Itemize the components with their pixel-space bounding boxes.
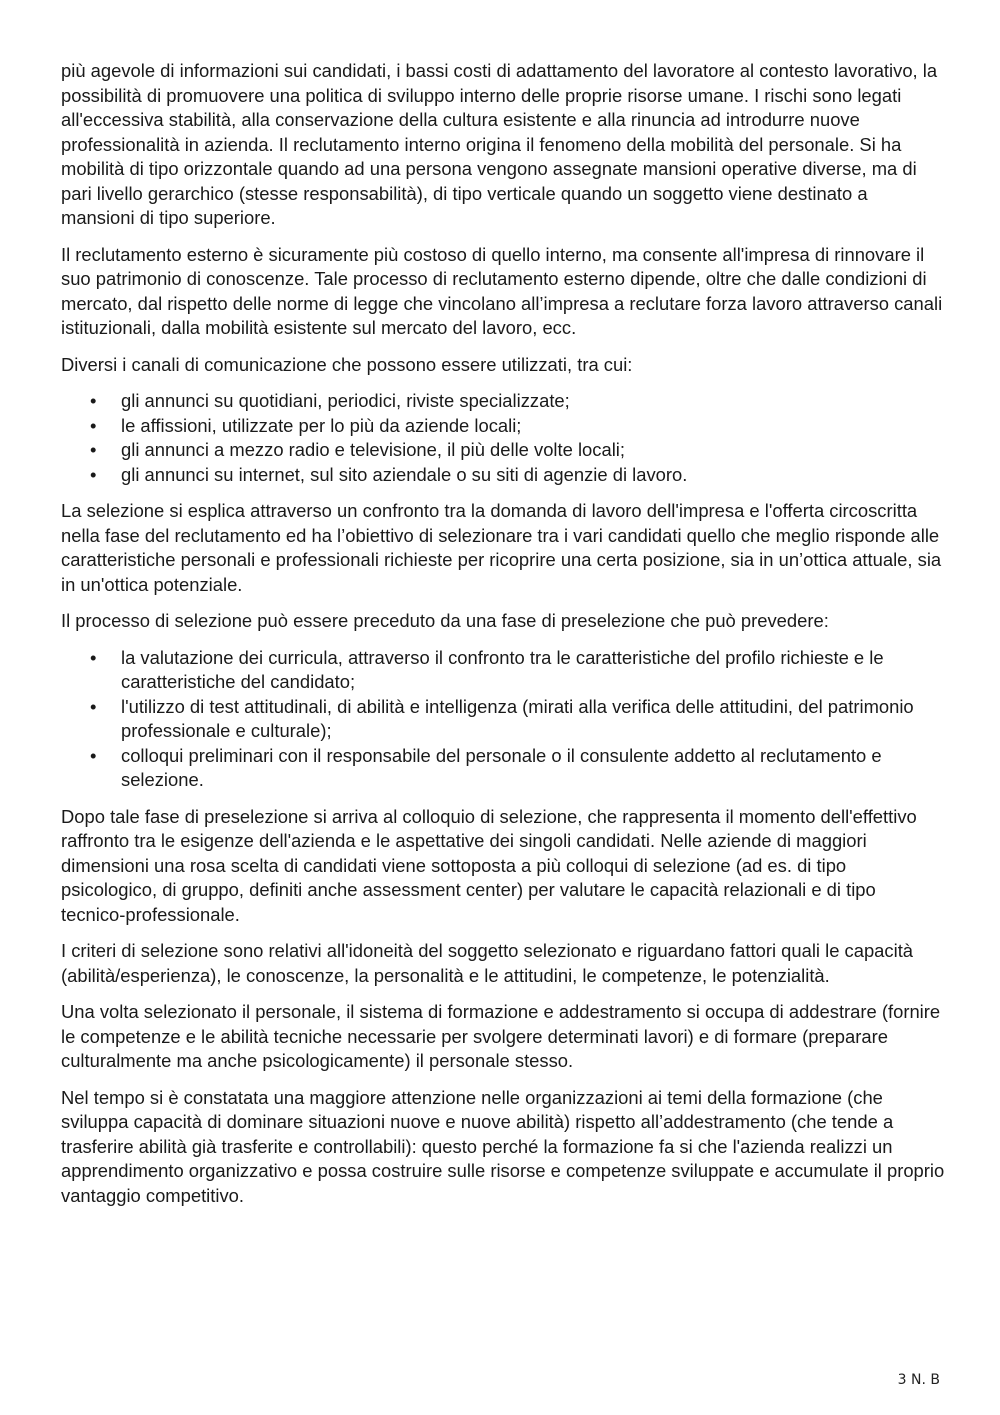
- paragraph: Nel tempo si è constatata una maggiore attenzione nelle organizzazioni ai temi della formazione (che sviluppa capacità di dominare situazioni nuove e nuove abilità) rispetto all’addestramento (che tende a trasferire abilità già trasferite e controllabili): questo perché la formazione fa si che l'azienda realizzi un apprendimento organizzativo e possa costruire sulle risorse e competenze sviluppate e accumulate il proprio vantaggio competitivo.: [61, 1086, 945, 1206]
- paragraph: I criteri di selezione sono relativi all'idoneità del soggetto selezionato e riguardano fattori quali le capacità (abilità/esperienza), le conoscenze, la personalità e le attitudini, le competenze, le potenzialità.: [61, 940, 914, 986]
- list-item: • gli annunci su quotidiani, periodici, riviste specializzate;: [61, 389, 945, 414]
- paragraph: Una volta selezionato il personale, il sistema di formazione e addestramento si occupa di addestrare (fornire le competenze e le abilità tecniche necessarie per svolgere determinati lavori) e di formare (preparare culturalmente ma anche psicologicamente) il personale stesso.: [61, 1001, 941, 1071]
- list-item: • gli annunci a mezzo radio e televisione, il più delle volte locali;: [61, 438, 945, 463]
- channels-list: [61, 389, 945, 487]
- list-item: • gli annunci su internet, sul sito aziendale o su siti di agenzie di lavoro.: [61, 463, 945, 488]
- paragraph: Il reclutamento esterno è sicuramente più costoso di quello interno, ma consente all'impresa di rinnovare il suo patrimonio di conoscenze. Tale processo di reclutamento esterno dipende, oltre che dalle condizioni di mercato, dal rispetto delle norme di legge che vincolano all’impresa a reclutare forza lavoro attraverso canali istituzionali, dalla mobilità esistente sul mercato del lavoro, ecc.: [61, 243, 943, 338]
- paragraph: Il processo di selezione può essere preceduto da una fase di preselezione che può prevedere:: [61, 610, 829, 631]
- preselection-list: [61, 646, 945, 793]
- paragraph: La selezione si esplica attraverso un confronto tra la domanda di lavoro dell'impresa e l'offerta circoscritta nella fase del reclutamento ed ha l’obiettivo di selezionare tra i vari candidati quello che meglio risponde alle caratteristiche personali e professionali richieste per ricoprire una certa posizione, sia in un’ottica attuale, sia in un'ottica potenziale.: [61, 500, 942, 595]
- paragraph: Diversi i canali di comunicazione che possono essere utilizzati, tra cui:: [61, 353, 633, 375]
- paragraph: più agevole di informazioni sui candidati, i bassi costi di adattamento del lavoratore al contesto lavorativo, la possibilità di promuovere una politica di sviluppo interno delle proprie risorse umane. I rischi sono legati all'eccessiva stabilità, alla conservazione della cultura esistente e alla rinuncia ad introdurre nuove professionalità in azienda. Il reclutamento interno origina il fenomeno della mobilità del personale. Si ha mobilità di tipo orizzontale quando ad una persona vengono assegnate mansioni operative diverse, ma di pari livello gerarchico (stesse responsabilità), di tipo verticale quando un soggetto viene destinato a mansioni di tipo superiore.: [61, 60, 938, 228]
- list-item: • l'utilizzo di test attitudinali, di abilità e intelligenza (mirati alla verifica delle attitudini, del patrimonio professionale e culturale);: [61, 695, 945, 744]
- paragraph: Dopo tale fase di preselezione si arriva al colloquio di selezione, che rappresenta il momento dell'effettivo raffronto tra le esigenze dell'azienda e le aspettative dei singoli candidati. Nelle aziende di maggiori dimensioni una rosa scelta di candidati viene sottoposta a più colloqui di selezione (ad es. di tipo psicologico, di gruppo, definiti anche assessment center) per valutare le capacità relazionali e di tipo tecnico-professionale.: [61, 805, 917, 925]
- list-item: • le affissioni, utilizzate per lo più da aziende locali;: [61, 414, 945, 439]
- list-item: • la valutazione dei curricula, attraverso il confronto tra le caratteristiche del profilo richieste e le caratteristiche del candidato;: [61, 646, 945, 695]
- page-number-footer: 3 N. B: [897, 1372, 940, 1388]
- document-body: [61, 59, 945, 1220]
- list-item: • colloqui preliminari con il responsabile del personale o il consulente addetto al reclutamento e selezione.: [61, 744, 945, 793]
